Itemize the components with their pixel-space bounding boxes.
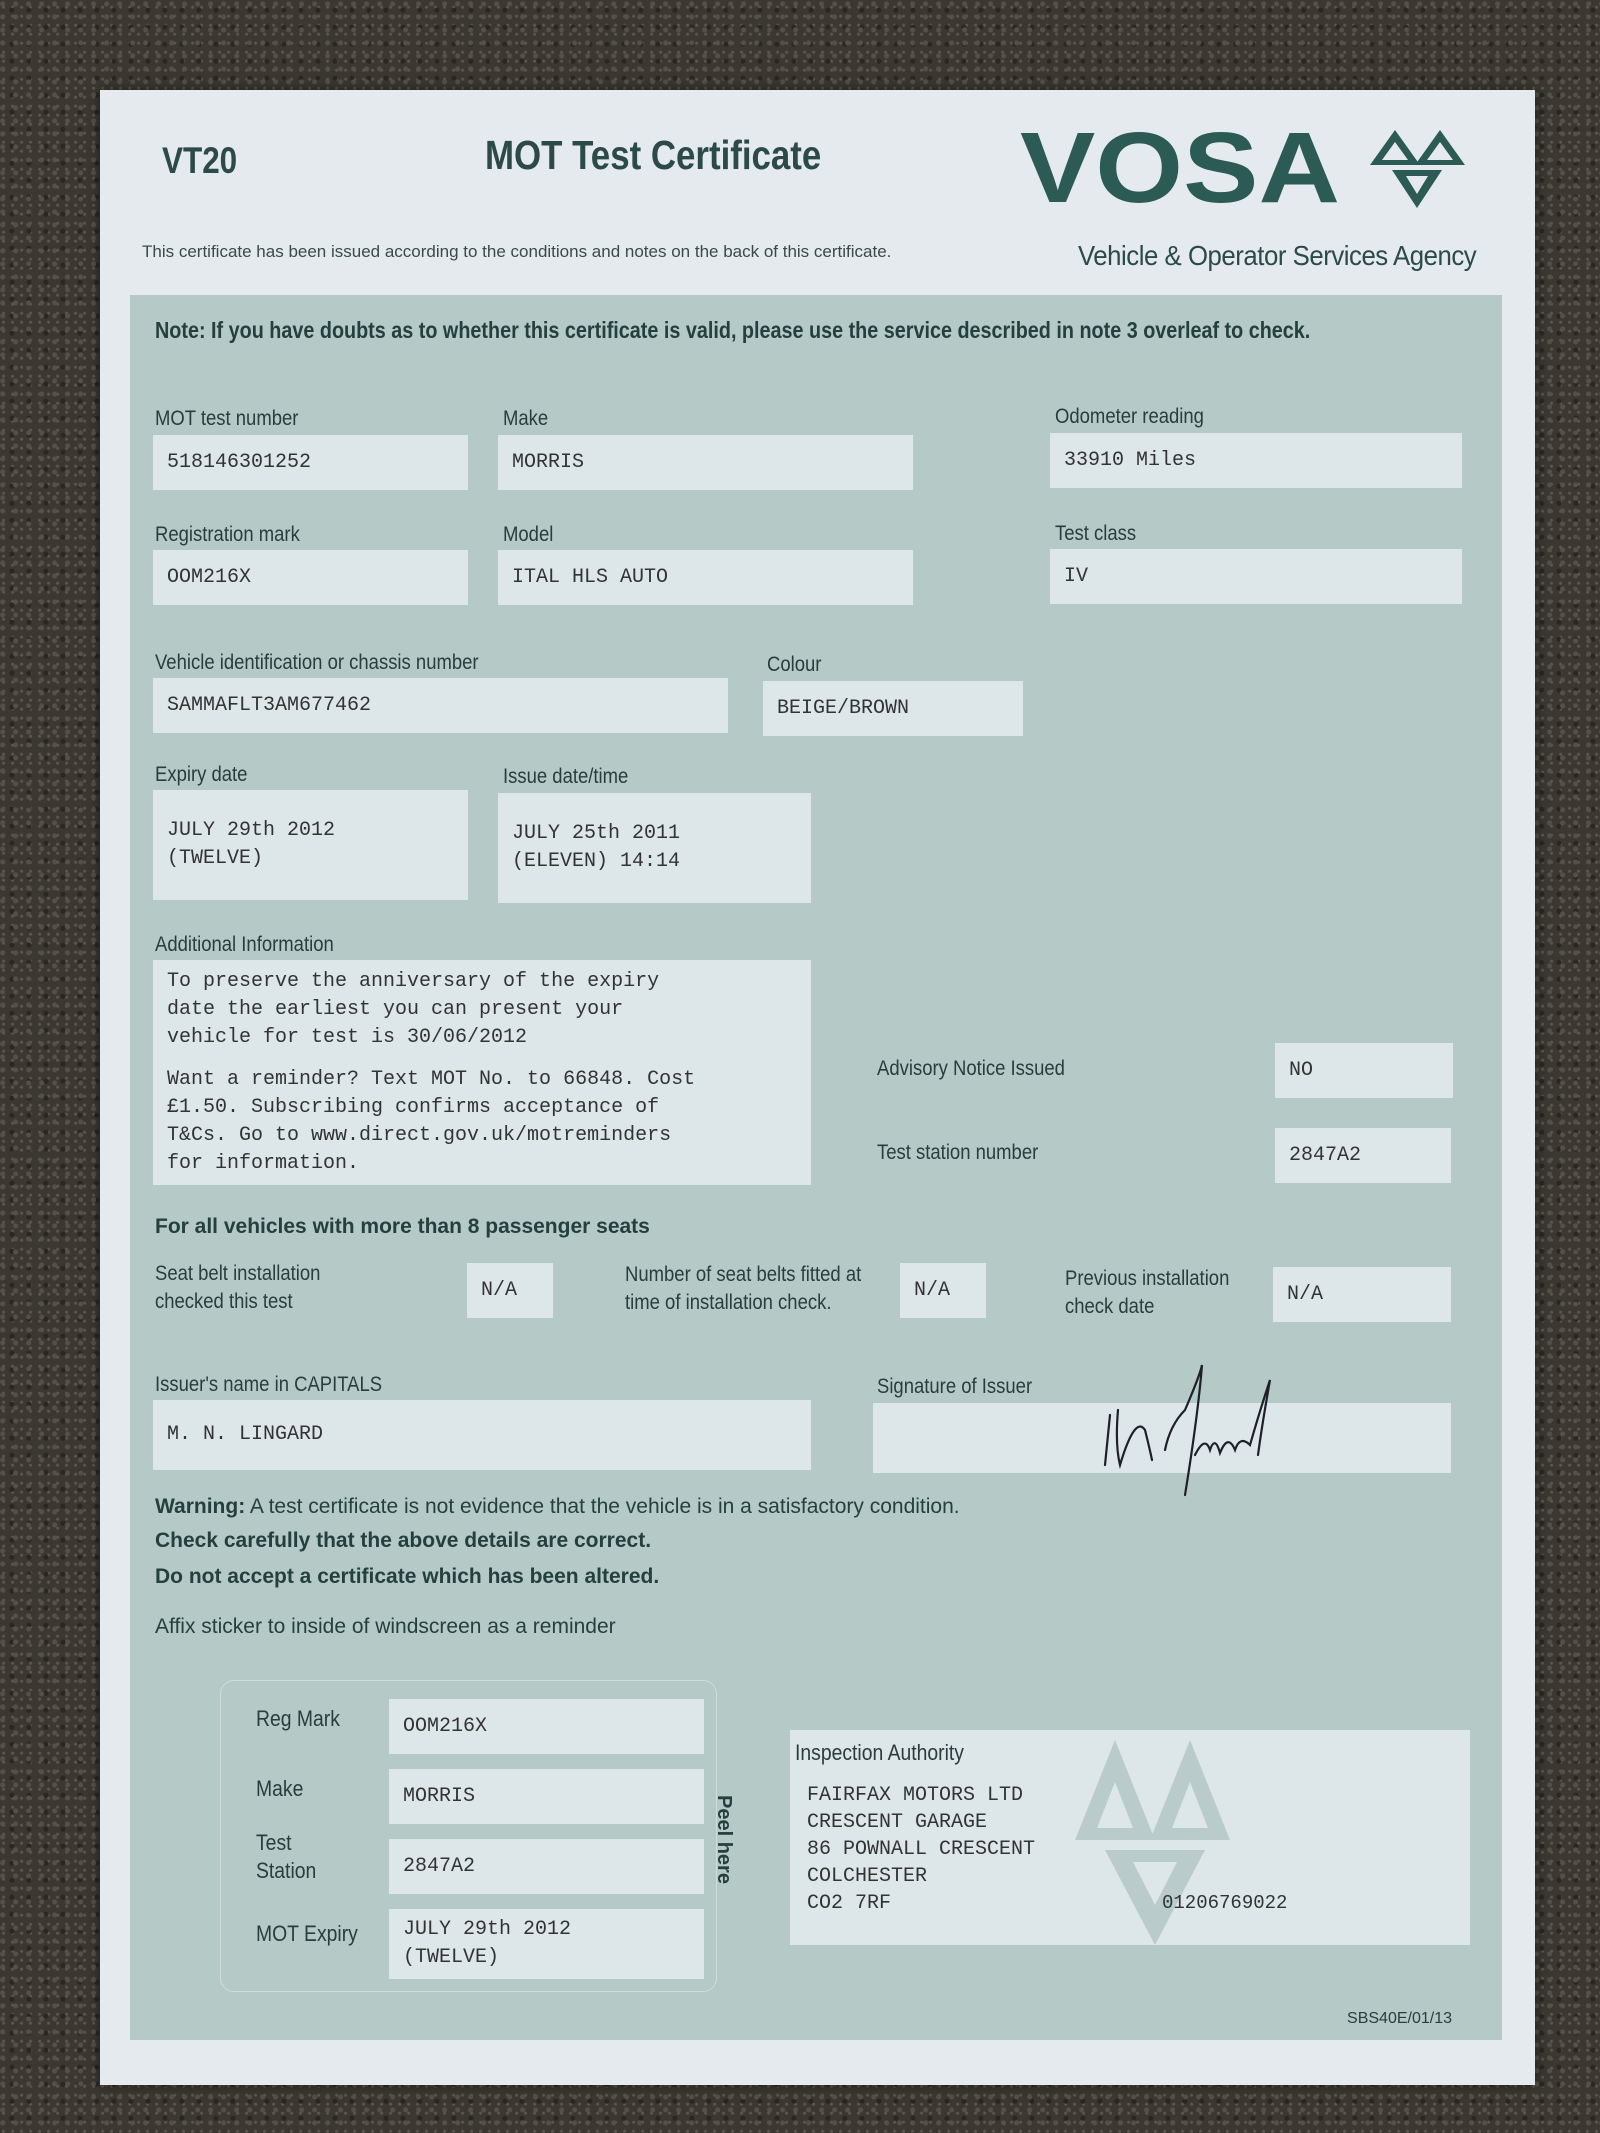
sticker-expiry-label: MOT Expiry [256,1921,358,1946]
seatbelt-checked-field: N/A [467,1263,553,1318]
signature-label: Signature of Issuer [877,1375,1033,1398]
agency-name: Vehicle & Operator Services Agency [1078,240,1477,271]
inspection-phone: 01206769022 [1162,1892,1288,1914]
warning-line: Warning: A test certificate is not evidence that the vehicle is in a satisfactory condition. [155,1495,960,1518]
make-label: Make [503,407,549,430]
colour-field: BEIGE/BROWN [763,681,1023,736]
test-station-label: Test station number [877,1141,1039,1164]
vosa-logo-text: VOSA [1020,120,1340,210]
additional-info-expiry-note: To preserve the anniversary of the expiry date the earliest you can present your vehicle for test is 30/06/2012 [167,970,660,1049]
sticker-station-field: 2847A2 [389,1839,704,1894]
warning-check-details: Check carefully that the above details are correct. [155,1529,652,1552]
test-class-field: IV [1050,549,1462,604]
seatbelt-checked-label: Seat belt installation checked this test [155,1262,321,1313]
validity-note: Note: If you have doubts as to whether this certificate is valid, please use the service described in note 3 overleaf to check. [155,317,1311,343]
colour-label: Colour [767,653,822,676]
issuer-name-field: M. N. LINGARD [153,1400,811,1470]
inspection-authority-label: Inspection Authority [795,1740,964,1765]
additional-info-field [153,960,811,1185]
additional-info-reminder-note: Want a reminder? Text MOT No. to 66848. Cost £1.50. Subscribing confirms acceptance of T&Cs. Go to www.direct.gov.uk/motreminders for information. [167,1068,696,1175]
vin-field: SAMMAFLT3AM677462 [153,678,728,733]
seatbelt-count-label: Number of seat belts fitted at time of installation check. [625,1263,862,1314]
page-title: MOT Test Certificate [485,132,822,178]
sticker-expiry-field: JULY 29th 2012 (TWELVE) [389,1909,704,1979]
previous-check-label: Previous installation check date [1065,1267,1230,1318]
certificate-panel [130,295,1502,2040]
issuer-name-label: Issuer's name in CAPITALS [155,1373,383,1396]
issue-date-label: Issue date/time [503,765,629,788]
sticker-station-label: Test Station [256,1830,317,1883]
mot-certificate [100,90,1535,2085]
warning-not-altered: Do not accept a certificate which has been altered. [155,1565,660,1588]
test-station-field: 2847A2 [1275,1128,1451,1183]
vin-label: Vehicle identification or chassis number [155,651,479,674]
expiry-label: Expiry date [155,763,248,786]
mot-test-number-label: MOT test number [155,407,299,430]
registration-field: OOM216X [153,550,468,605]
model-field: ITAL HLS AUTO [498,550,913,605]
previous-check-field: N/A [1273,1267,1451,1322]
vosa-logo [1020,120,1490,210]
inspection-address: FAIRFAX MOTORS LTD CRESCENT GARAGE 86 POWNALL CRESCENT COLCHESTER CO2 7RF [807,1784,1036,1915]
odometer-field: 33910 Miles [1050,433,1462,488]
odometer-label: Odometer reading [1055,405,1204,428]
test-class-label: Test class [1055,522,1137,545]
inspection-authority-box [790,1730,1470,1945]
form-reference: SBS40E/01/13 [1347,2010,1452,2027]
seatbelt-count-field: N/A [900,1263,986,1318]
issue-date-field: JULY 25th 2011 (ELEVEN) 14:14 [498,793,811,903]
make-field: MORRIS [498,435,913,490]
peel-here-label: Peel here [713,1795,735,1884]
sticker-reg-label: Reg Mark [256,1706,340,1731]
sticker-reg-field: OOM216X [389,1699,704,1754]
mot-test-number-field: 518146301252 [153,435,468,490]
issued-note: This certificate has been issued according to the conditions and notes on the back of this certificate. [142,242,892,261]
advisory-field: NO [1275,1043,1453,1098]
mot-triangles-icon [1370,130,1465,208]
affix-sticker-note: Affix sticker to inside of windscreen as a reminder [155,1615,616,1638]
additional-info-label: Additional Information [155,933,334,956]
passenger-seats-heading: For all vehicles with more than 8 passenger seats [155,1215,650,1238]
advisory-label: Advisory Notice Issued [877,1057,1065,1080]
sticker-make-label: Make [256,1776,304,1801]
registration-label: Registration mark [155,523,300,546]
expiry-field: JULY 29th 2012 (TWELVE) [153,790,468,900]
issuer-signature [1090,1355,1290,1505]
windscreen-sticker [220,1680,717,1992]
sticker-make-field: MORRIS [389,1769,704,1824]
form-code: VT20 [162,140,238,181]
model-label: Model [503,523,554,546]
